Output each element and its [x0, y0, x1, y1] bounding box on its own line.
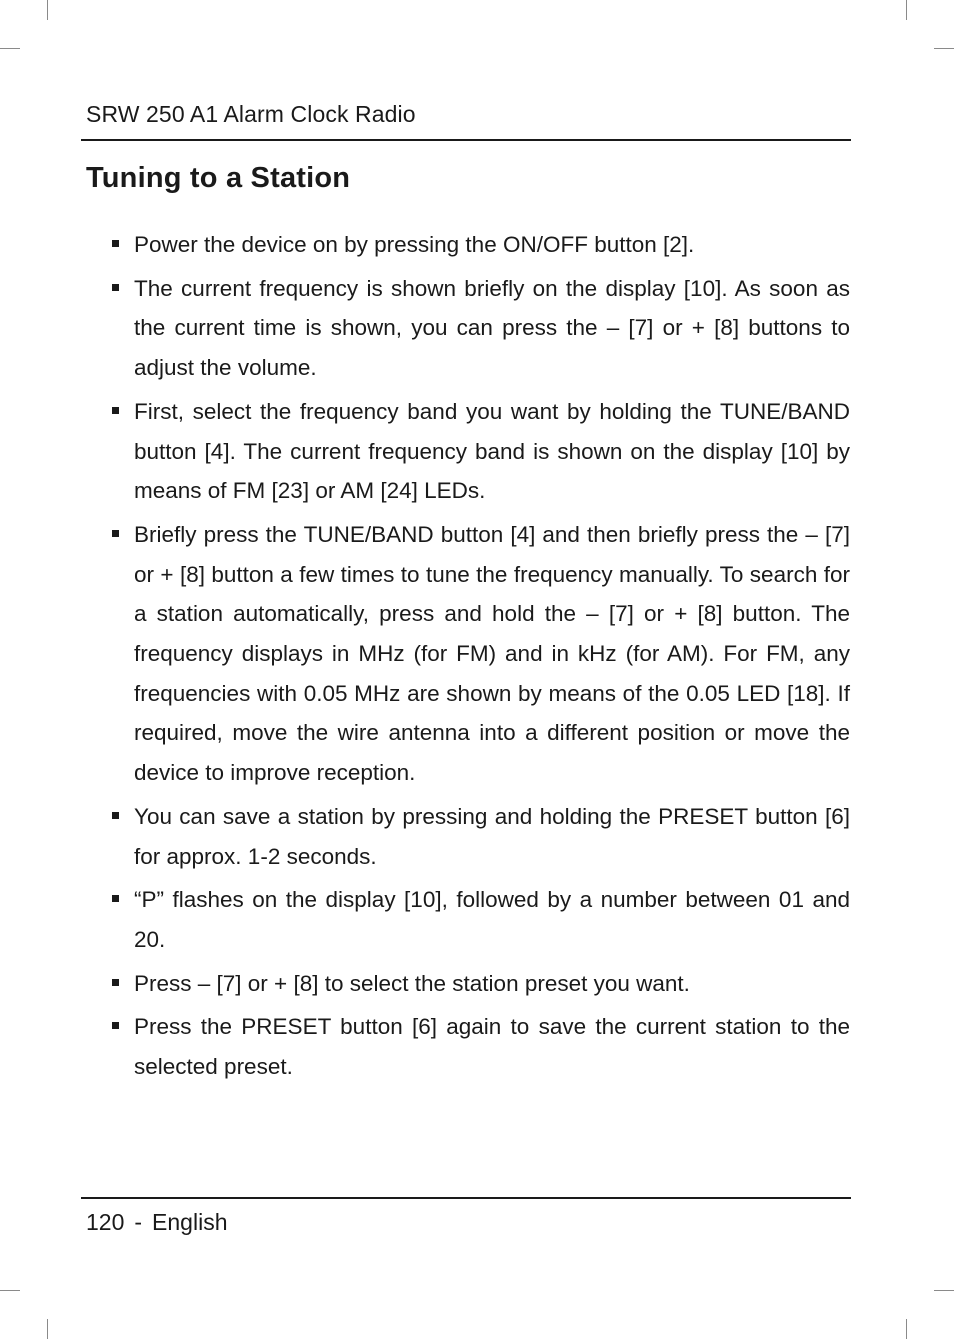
step-text: The current frequency is shown briefly on the display [10]. As soon as the current time is shown, you can press the – [7] or + [8] buttons to adjust the volume. [134, 275, 850, 381]
step-text: Press – [7] or + [8] to select the station preset you want. [134, 970, 690, 996]
step-text: First, select the frequency band you want by holding the TUNE/BAND button [4]. The current frequency band is shown on the display [10] by means of FM [23] or AM [24] LEDs. [134, 398, 850, 504]
step-text: Power the device on by pressing the ON/OFF button [2]. [134, 232, 695, 257]
page-number: 120 [86, 1209, 125, 1235]
footer-separator: - [134, 1209, 143, 1235]
footer-language: English [152, 1209, 228, 1235]
step-text: “P” flashes on the display [10], followed by a number between 01 and 20. [134, 887, 850, 952]
square-bullet-icon [112, 1022, 119, 1029]
crop-mark-bottom-left [47, 1319, 48, 1339]
list-item [112, 1007, 850, 1086]
square-bullet-icon [112, 407, 119, 414]
step-text: You can save a station by pressing and holding the PRESET button [6] for approx. 1-2 seconds. [134, 803, 850, 869]
list-item [112, 797, 850, 876]
list-item [112, 269, 850, 388]
step-text: Briefly press the TUNE/BAND button [4] and then briefly press the – [7] or + [8] button a few times to tune the frequency manually. To search for a station automatically, press and hold the – [7] or + [8] button. The frequency displays in MHz (for FM) and in kHz (for AM). For FM, any frequencies with 0.05 MHz are shown by means of the 0.05 LED [18]. If required, move the wire antenna into a different position or move the device to improve reception. [134, 521, 850, 786]
crop-mark-bottom-left [0, 1290, 20, 1291]
header-rule [81, 139, 851, 141]
square-bullet-icon [112, 284, 119, 291]
page-title: Tuning to a Station [86, 162, 351, 194]
crop-mark-bottom-right [934, 1290, 954, 1291]
list-item [112, 225, 850, 265]
square-bullet-icon [112, 240, 119, 247]
square-bullet-icon [112, 812, 119, 819]
instruction-list [112, 225, 850, 1091]
crop-mark-top-left [0, 48, 20, 49]
list-item [112, 515, 850, 793]
list-item [112, 964, 850, 1004]
running-header: SRW 250 A1 Alarm Clock Radio [86, 101, 416, 127]
page-footer [86, 1208, 227, 1236]
square-bullet-icon [112, 979, 119, 986]
crop-mark-bottom-right [906, 1319, 907, 1339]
list-item [112, 880, 850, 959]
crop-mark-top-right [906, 0, 907, 20]
square-bullet-icon [112, 530, 119, 537]
footer-rule [81, 1197, 851, 1199]
crop-mark-top-right [934, 48, 954, 49]
crop-mark-top-left [47, 0, 48, 20]
square-bullet-icon [112, 895, 119, 902]
step-text: Press the PRESET button [6] again to save the current station to the selected preset. [134, 1014, 850, 1080]
list-item [112, 392, 850, 511]
